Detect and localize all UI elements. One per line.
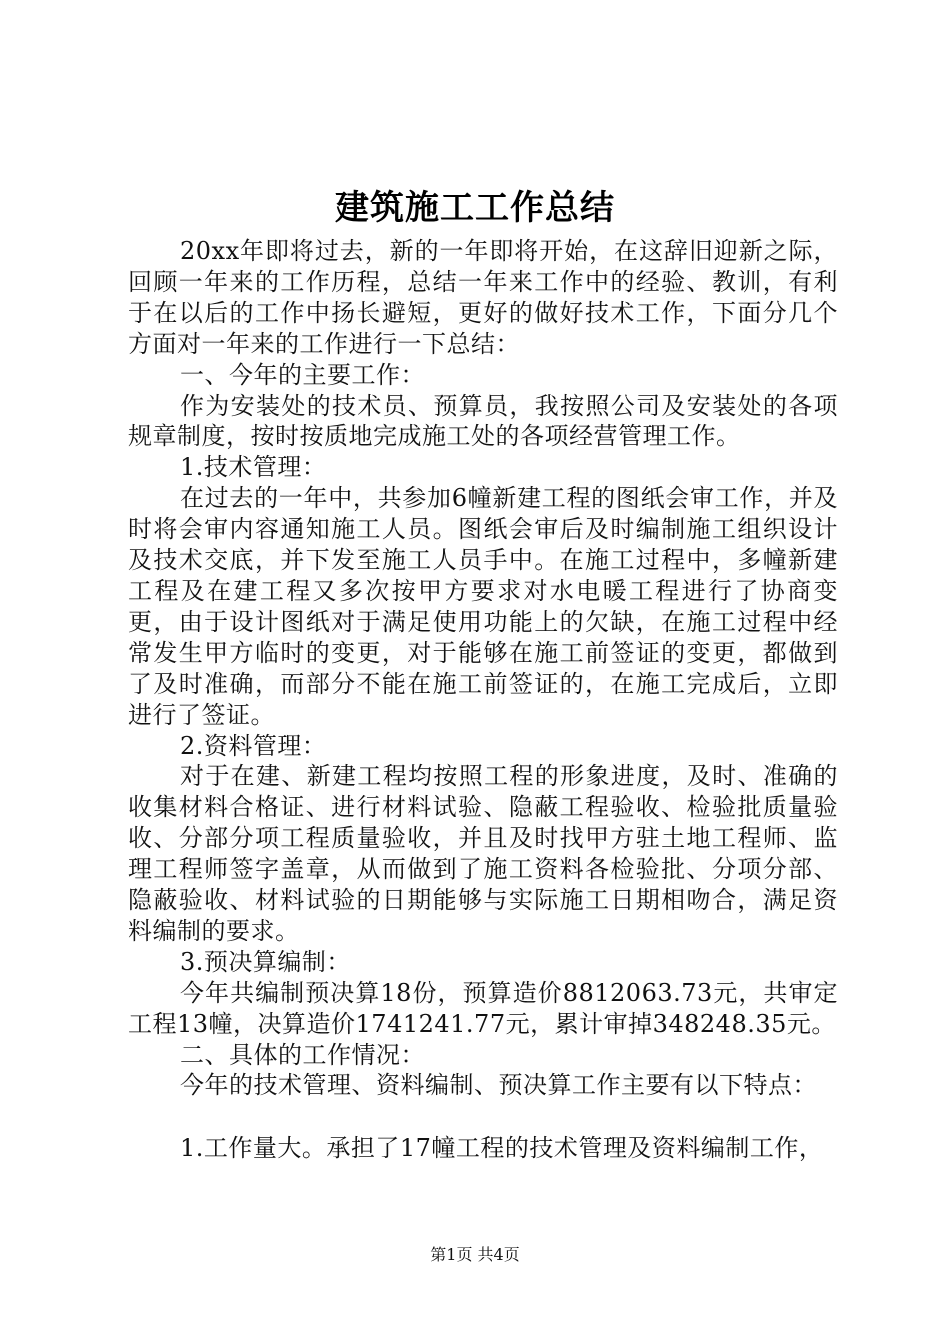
paragraph-role: 作为安装处的技术员、预算员，我按照公司及安装处的各项规章制度，按时按质地完成施工处的各项经营管理工作。 xyxy=(128,391,838,451)
document-title: 建筑施工工作总结 xyxy=(335,188,615,228)
paragraph-tech-management: 在过去的一年中，共参加6幢新建工程的图纸会审工作，并及时将会审内容通知施工人员。图纸会审后及时编制施工组织设计及技术交底，并下发至施工人员手中。在施工过程中，多幢新建工程及在建工程又多次按甲方要求对水电暖工程进行了协商变更，由于设计图纸对于满足使用功能上的欠缺，在施工过程中经常发生甲方临时的变更，对于能够在施工前签证的变更，都做到了及时准确，而部分不能在施工前签证的，在施工完成后，立即进行了签证。 xyxy=(128,484,838,729)
subheading-tech-management: 1.技术管理： xyxy=(180,453,327,482)
subheading-budget: 3.预决算编制： xyxy=(180,947,351,976)
paragraph-data-management: 对于在建、新建工程均按照工程的形象进度，及时、准确的收集材料合格证、进行材料试验、隐蔽工程验收、检验批质量验收、分部分项工程质量验收，并且及时找甲方驻土地工程师、监理工程师签字盖章，从而做到了施工资料各检验批、分项分部、隐蔽验收、材料试验的日期能够与实际施工日期相吻合，满足资料编制的要求。 xyxy=(128,762,838,945)
document-body xyxy=(128,236,838,1164)
paragraph-intro: 20xx年即将过去，新的一年即将开始，在这辞旧迎新之际，回顾一年来的工作历程，总结一年来工作中的经验、教训，有利于在以后的工作中扬长避短，更好的做好技术工作，下面分几个方面对一年来的工作进行一下总结： xyxy=(128,237,838,358)
subheading-data-management: 2.资料管理： xyxy=(180,731,327,760)
paragraph-workload: 1.工作量大。承担了17幢工程的技术管理及资料编制工作， xyxy=(180,1134,824,1163)
section-heading-main-work: 一、今年的主要工作： xyxy=(180,360,425,389)
paragraph-budget: 今年共编制预决算18份，预算造价8812063.73元，共审定工程13幢，决算造价1741241.77元，累计审掉348248.35元。 xyxy=(128,978,838,1038)
section-heading-details: 二、具体的工作情况： xyxy=(180,1040,425,1069)
paragraph-features: 今年的技术管理、资料编制、预决算工作主要有以下特点： xyxy=(180,1071,817,1100)
page-footer: 第1页 共4页 xyxy=(430,1245,520,1264)
